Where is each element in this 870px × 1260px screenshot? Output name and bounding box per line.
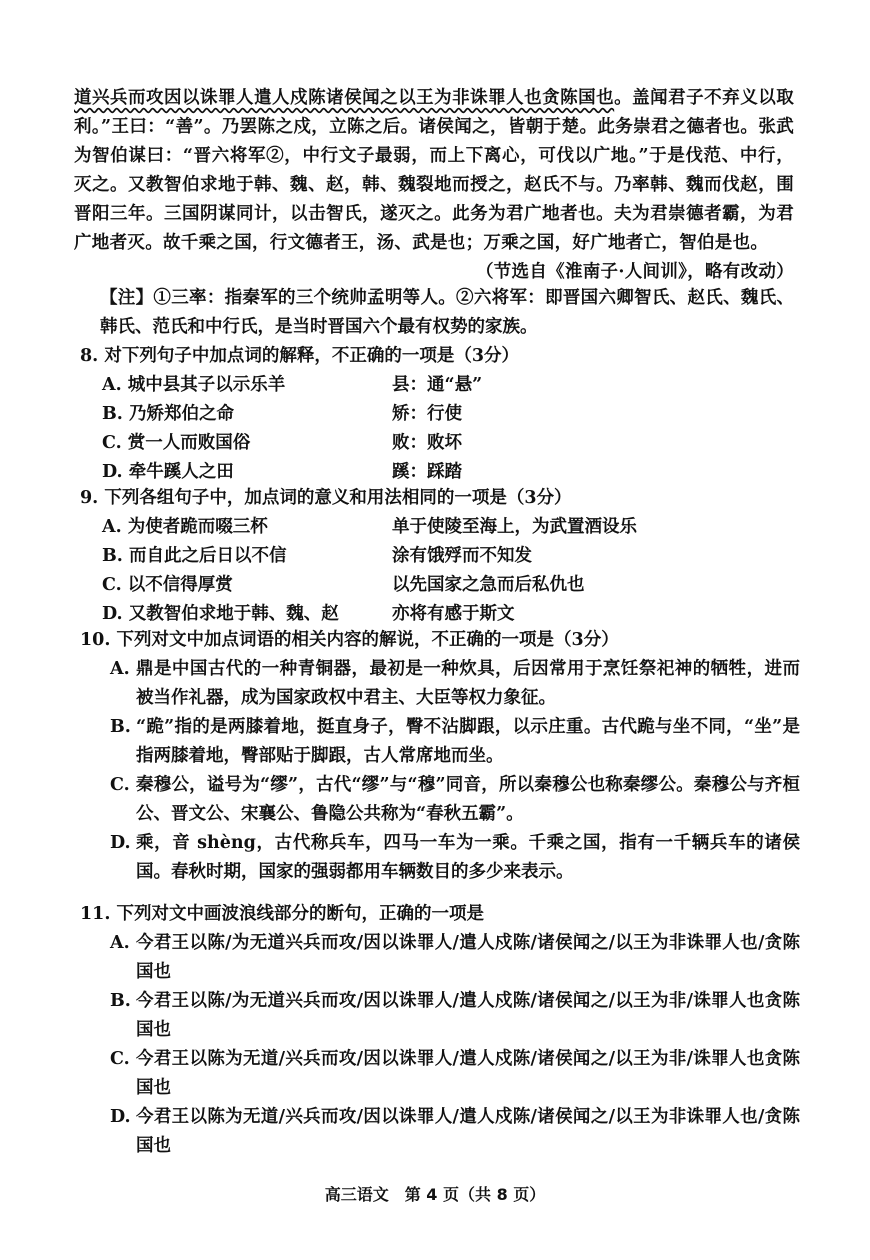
option-a	[80, 655, 800, 713]
option-left: B. 而自此之后日以不信	[102, 546, 287, 566]
option-d	[80, 1103, 800, 1161]
option-label: C.	[110, 775, 130, 795]
option-right: 蹊：踩踏	[392, 462, 462, 482]
option-c	[80, 571, 800, 600]
option-a	[80, 513, 800, 542]
wavy-underlined-sentence: 道兴兵而攻因以诛罪人遣人戍陈诸侯闻之以王为非诛罪人也贪陈国也	[74, 88, 615, 108]
option-label: B.	[110, 717, 131, 737]
option-left: B. 乃矫郑伯之命	[102, 404, 234, 424]
option-right: 亦将有感于斯文	[392, 604, 515, 624]
option-c	[80, 1045, 800, 1103]
option-left: A. 为使者跪而啜三杯	[102, 517, 268, 537]
question-8	[80, 342, 800, 487]
option-label: B.	[110, 991, 131, 1011]
option-b	[80, 542, 800, 571]
option-right: 败：败坏	[392, 433, 462, 453]
option-label: C.	[110, 1049, 130, 1069]
question-stem: 10. 下列对文中加点词语的相关内容的解说，不正确的一项是（3分）	[80, 630, 619, 650]
option-label: D.	[110, 833, 131, 853]
page-footer: 高三语文 第 4 页（共 8 页）	[324, 1185, 546, 1204]
option-c	[80, 429, 800, 458]
question-stem: 11. 下列对文中画波浪线部分的断句，正确的一项是	[80, 904, 485, 924]
passage	[74, 84, 794, 287]
option-label: A.	[110, 933, 130, 953]
passage-body	[74, 84, 794, 287]
option-c	[80, 771, 800, 829]
option-right: 单于使陵至海上，为武置酒设乐	[392, 517, 637, 537]
option-left: C. 以不信得厚赏	[102, 575, 233, 595]
option-text: 今君王以陈为无道/兴兵而攻/因以诛罪人/遣人戍陈/诸侯闻之/以王为非/诛罪人也贪陈国也	[136, 1049, 800, 1098]
question-10	[80, 626, 800, 887]
question-11	[80, 900, 800, 1161]
option-d	[80, 600, 800, 629]
option-text: 今君王以陈为无道/兴兵而攻/因以诛罪人/遣人戍陈/诸侯闻之/以王为非诛罪人也/贪陈国也	[136, 1107, 800, 1156]
option-right: 以先国家之急而后私仇也	[392, 575, 585, 595]
option-a	[80, 929, 800, 987]
question-stem: 8. 对下列句子中加点词的解释，不正确的一项是（3分）	[80, 346, 520, 366]
option-text: 鼎是中国古代的一种青铜器，最初是一种炊具，后因常用于烹饪祭祀神的牺牲，进而被当作礼器，成为国家政权中君主、大臣等权力象征。	[136, 659, 800, 708]
question-stem: 9. 下列各组句子中，加点词的意义和用法相同的一项是（3分）	[80, 488, 572, 508]
option-left: D. 牵牛蹊人之田	[102, 462, 234, 482]
passage-text: 。盖闻君子不弃义以取利。”王曰：“善”。乃罢陈之戍，立陈之后。诸侯闻之，皆朝于楚。此务崇君之德者也。张武为智伯谋曰：“晋六将军②，中行文子最弱，而上下离心，可伐以广地。”于是伐范、中行，灭之。又教智伯求地于韩、魏、赵，韩、魏裂地而授之，赵氏不与。乃率韩、魏而伐赵，围晋阳三年。三国阴谋同计，以击智氏，遂灭之。此务为君广地者也。夫为君崇德者霸，为君广地者灭。故千乘之国，行文德者王，汤、武是也；万乘之国，好广地者亡，智伯是也。	[74, 88, 795, 253]
option-label: A.	[110, 659, 130, 679]
note-text: 【注】①三率：指秦军的三个统帅孟明等人。②六将军：即晋国六卿智氏、赵氏、魏氏、韩氏、范氏和中行氏，是当时晋国六个最有权势的家族。	[100, 288, 794, 337]
option-text: 今君王以陈/为无道兴兵而攻/因以诛罪人/遣人戍陈/诸侯闻之/以王为非/诛罪人也贪陈国也	[136, 991, 800, 1040]
question-9	[80, 484, 800, 629]
option-text: 今君王以陈/为无道兴兵而攻/因以诛罪人/遣人戍陈/诸侯闻之/以王为非诛罪人也/贪陈国也	[136, 933, 800, 982]
option-d	[80, 458, 800, 487]
option-right: 矫：行使	[392, 404, 462, 424]
option-b	[80, 400, 800, 429]
option-d	[80, 829, 800, 887]
option-text: 乘，音 shèng，古代称兵车，四马一车为一乘。千乘之国，指有一千辆兵车的诸侯国。春秋时期，国家的强弱都用车辆数目的多少来表示。	[136, 833, 800, 882]
option-left: D. 又教智伯求地于韩、魏、赵	[102, 604, 339, 624]
option-left: A. 城中县其子以示乐羊	[102, 375, 286, 395]
option-text: “跪”指的是两膝着地，挺直身子，臀不沾脚跟，以示庄重。古代跪与坐不同，“坐”是指两膝着地，臀部贴于脚跟，古人常席地而坐。	[136, 717, 800, 766]
option-b	[80, 987, 800, 1045]
option-text: 秦穆公，谥号为“缪”，古代“缪”与“穆”同音，所以秦穆公也称秦缪公。秦穆公与齐桓公、晋文公、宋襄公、鲁隐公共称为“春秋五霸”。	[136, 775, 800, 824]
option-a	[80, 371, 800, 400]
option-right: 县：通“悬”	[392, 375, 483, 395]
annotation-note	[74, 284, 794, 342]
option-label: D.	[110, 1107, 131, 1127]
option-right: 涂有饿殍而不知发	[392, 546, 532, 566]
option-b	[80, 713, 800, 771]
passage-source: （节选自《淮南子·人间训》，略有改动）	[475, 262, 794, 282]
option-left: C. 赏一人而败国俗	[102, 433, 251, 453]
